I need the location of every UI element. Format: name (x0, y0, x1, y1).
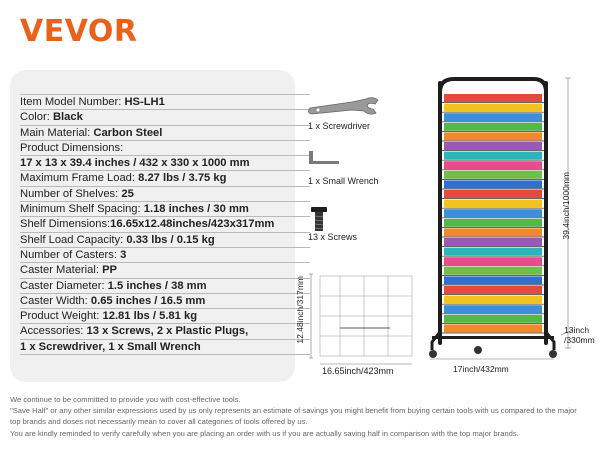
artwork-sheet (444, 267, 542, 275)
artwork-sheet (444, 152, 542, 160)
artwork-sheet (444, 142, 542, 150)
spec-key: Caster Diameter: (20, 279, 108, 292)
wrench-label: 1 x Small Wrench (308, 176, 379, 186)
artwork-sheet (444, 257, 542, 265)
disclaimer-line: We continue to be committed to provide you with cost-effective tools. (10, 395, 241, 404)
spec-value: 1.5 inches / 38 mm (107, 279, 207, 292)
artwork-sheet (444, 171, 542, 179)
spec-value: Black (52, 111, 83, 124)
screwdriver-label: 1 x Screwdriver (308, 121, 371, 131)
artwork-sheet (444, 190, 542, 198)
spec-key: Caster Width: (20, 294, 91, 307)
spec-row (20, 187, 310, 202)
spec-value: 16.65x12.48inches/423x317mm (110, 218, 275, 231)
screws-label: 13 x Screws (308, 232, 358, 242)
spec-value: Carbon Steel (93, 126, 163, 139)
artwork-sheet (444, 324, 542, 332)
artwork-sheet (444, 132, 542, 140)
spec-key: Shelf Dimensions: (20, 218, 111, 231)
spec-row (20, 294, 310, 309)
artwork-sheet (444, 104, 542, 112)
artwork-sheet (444, 286, 542, 294)
spec-key: Accessories: (20, 325, 87, 338)
spec-row (20, 324, 310, 339)
disclaimer-line: You are kindly reminded to verify carefully when you are placing an order with us if you are actually saving half in comparison with the top major brands. (10, 428, 519, 438)
artwork-sheet (444, 180, 542, 188)
spec-key: Product Weight: (20, 310, 103, 323)
spec-row (20, 126, 310, 141)
spec-row (20, 233, 310, 248)
spec-key: Maximum Frame Load: (20, 172, 139, 185)
spec-key: Product Dimensions: (20, 141, 124, 154)
brand-logo: VEVOR (20, 14, 138, 49)
artwork-sheet (444, 161, 542, 169)
artwork-sheet (444, 238, 542, 246)
shelf-depth-label: 12.48inch/317mm (295, 276, 305, 344)
spec-row (20, 217, 310, 232)
disclaimer-text (10, 394, 595, 439)
spec-value: 8.27 lbs / 3.75 kg (138, 172, 227, 185)
spec-row (20, 309, 310, 324)
artwork-sheet (444, 315, 542, 323)
wrench-icon (304, 148, 344, 168)
spec-value: 17 x 13 x 39.4 inches / 432 x 330 x 1000 mm (20, 157, 250, 170)
spec-row (20, 141, 310, 156)
spec-row (20, 110, 310, 125)
rack-depth-label-mm: /330mm (564, 335, 595, 345)
rack-height-label: 39.4inch/1000mm (561, 172, 571, 240)
spec-row (20, 340, 310, 355)
spec-key: Number of Shelves: (20, 187, 122, 200)
spec-value: 1 x Screwdriver, 1 x Small Wrench (20, 340, 201, 353)
artwork-sheet (444, 200, 542, 208)
spec-value: HS-LH1 (124, 96, 165, 108)
artwork-sheet (444, 94, 542, 102)
spec-row (20, 202, 310, 217)
artwork-sheet (444, 123, 542, 131)
spec-row (20, 248, 310, 263)
artwork-sheet (444, 248, 542, 256)
spec-key: Item Model Number: (20, 96, 125, 108)
spec-row (20, 156, 310, 171)
spec-value: 13 x Screws, 2 x Plastic Plugs, (86, 325, 249, 338)
spec-value: 3 (120, 248, 127, 261)
spec-key: Main Material: (20, 126, 94, 139)
artwork-sheet (444, 209, 542, 217)
spec-key: Caster Material: (20, 264, 103, 277)
spec-row (20, 94, 310, 110)
specifications-list (20, 94, 310, 355)
spec-value: 12.81 lbs / 5.81 kg (102, 310, 198, 323)
shelf-width-label: 16.65inch/423mm (322, 366, 394, 376)
artwork-sheet (444, 276, 542, 284)
spec-key: Minimum Shelf Spacing: (20, 203, 144, 216)
rack-width-label: 17inch/432mm (453, 364, 509, 374)
spec-value: 25 (121, 187, 134, 200)
spec-row (20, 263, 310, 278)
disclaimer-line: top brands and doses not necessarily mean to cover all categories of tools offered by us. (10, 417, 308, 427)
artwork-sheet (444, 219, 542, 227)
screw-icon (308, 205, 330, 233)
spec-key: Number of Casters: (20, 248, 121, 261)
spec-key: Shelf Load Capacity: (20, 233, 127, 246)
rack-depth-label-inches: 13inch (564, 325, 590, 335)
artwork-sheet (444, 228, 542, 236)
artwork-sheet (444, 305, 542, 313)
screwdriver-icon (304, 94, 384, 118)
spec-value: PP (102, 264, 118, 277)
disclaimer-line: "Save Half" or any other similar expressions used by us only represents an estimate of savings you might benefit from buying certain tools with us compared to the major (10, 406, 577, 416)
spec-value: 1.18 inches / 30 mm (143, 203, 249, 216)
spec-value: 0.33 lbs / 0.15 kg (126, 233, 215, 246)
spec-row (20, 279, 310, 294)
artwork-sheet (444, 113, 542, 121)
artwork-sheet (444, 296, 542, 304)
spec-row (20, 171, 310, 186)
spec-key: Color: (20, 111, 53, 124)
shelf-diagram (300, 272, 420, 367)
spec-value: 0.65 inches / 16.5 mm (90, 294, 206, 307)
